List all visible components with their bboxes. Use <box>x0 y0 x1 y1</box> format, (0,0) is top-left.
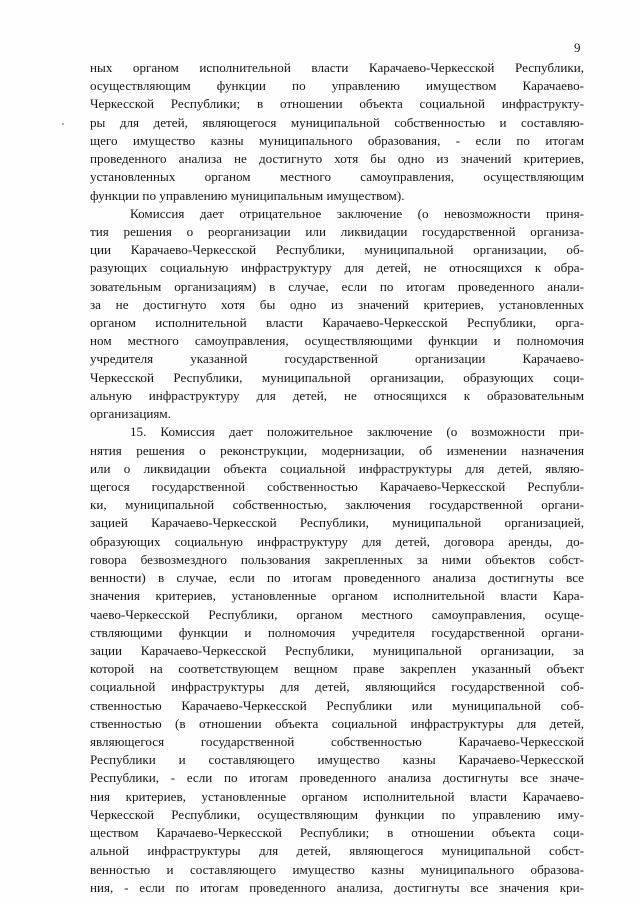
text-line: являющегося государственной собственностью Карачаево-Черкесской <box>90 734 584 750</box>
page-number: 9 <box>574 40 581 55</box>
text-line: зовательным организациям) в случае, если по итогам проведенного анали- <box>90 278 584 294</box>
text-line: ствляющими функции и полномочия учредителя государственной органи- <box>90 624 584 640</box>
text-line: ки, муниципальной собственностью, заключения государственной органи- <box>90 497 584 513</box>
text-line: венностью и составляющего имущество казны муниципального образова- <box>90 861 584 877</box>
text-line: социальной инфраструктуры для детей, являющийся государственной соб- <box>90 679 584 695</box>
text-line: зации Карачаево-Черкесской Республики, муниципальной организации, за <box>90 642 584 658</box>
text-line: альную инфраструктуру для детей, не относящихся к образовательным <box>90 387 584 403</box>
text-line: венности) в случае, если по итогам проведенного анализа достигнуты все <box>90 570 584 586</box>
text-line: разующих социальную инфраструктуру для детей, не относящихся к обра- <box>90 260 584 276</box>
text-line: ния критериев, установленные органом исполнительной власти Карачаево- <box>90 788 584 804</box>
text-line: Республики и составляющего имущество казны Карачаево-Черкесской <box>90 752 584 768</box>
text-line: образующих социальную инфраструктуру для детей, договора аренды, до- <box>90 533 584 549</box>
text-line: зацией Карачаево-Черкесской Республики, муниципальной организацией, <box>90 515 584 531</box>
text-line: Республики, - если по итогам проведенного анализа достигнуты все значе- <box>90 770 584 786</box>
text-line: проведенного анализа не достигнуто хотя бы одно из значений критериев, <box>90 151 584 167</box>
text-line: ственностью Карачаево-Черкесской Республики или муниципальной соб- <box>90 697 584 713</box>
text-line: ществом Карачаево-Черкесской Республики; в отношении объекта соци- <box>90 825 584 841</box>
text-line: 15. Комиссия дает положительное заключение (о возможности при- <box>130 424 584 440</box>
text-line: ном местного самоуправления, осуществляющими функции и полномочия <box>90 333 584 349</box>
text-line: Черкесской Республики, осуществляющим функции по управлению иму- <box>90 806 584 822</box>
text-line: нятия решения о реконструкции, модернизации, об изменении назначения <box>90 442 584 458</box>
text-line: Черкесской Республики; в отношении объекта социальной инфраструкту- <box>90 96 584 112</box>
text-line: ции Карачаево-Черкесской Республики, муниципальной организации, об- <box>90 242 584 258</box>
text-line: ственностью (в отношении объекта социальной инфраструктуры для детей, <box>90 715 584 731</box>
text-line: учредителя указанной государственной организации Карачаево- <box>90 351 584 367</box>
text-line: щегося государственной собственностью Карачаево-Черкесской Республи- <box>90 479 584 494</box>
text-line: щего имущество казны муниципального образования, - если по итогам <box>90 132 584 148</box>
text-line: которой на соответствующем вещном праве закреплен указанный объект <box>90 661 584 677</box>
text-line: за не достигнуто хотя бы одно из значений критериев, установленных <box>90 296 584 312</box>
text-line: чаево-Черкесской Республики, органом местного самоуправления, осуще- <box>90 606 584 622</box>
text-line: осуществляющим функции по управлению имуществом Карачаево- <box>90 78 584 94</box>
text-line: альной инфраструктуры для детей, являющегося муниципальной собст- <box>90 843 584 859</box>
scan-speck <box>62 123 64 125</box>
text-line: органом исполнительной власти Карачаево-Черкесской Республики, орга- <box>90 315 584 331</box>
text-line: организациям. <box>90 406 171 422</box>
text-line: Черкесской Республики, муниципальной организации, образующих соци- <box>90 369 584 385</box>
text-line: говора безвозмездного пользования закрепленных за ними объектов собст- <box>90 551 584 567</box>
text-line: или о ликвидации объекта социальной инфраструктуры для детей, являю- <box>90 460 584 476</box>
text-line: ры для детей, являющегося муниципальной собственностью и составляю- <box>90 114 584 130</box>
text-line: ных органом исполнительной власти Карачаево-Черкесской Республики, <box>90 60 584 75</box>
text-line: Комиссия дает отрицательное заключение (о невозможности приня- <box>130 205 584 221</box>
text-line: установленных органом местного самоуправления, осуществляющим <box>90 169 584 185</box>
text-line: тия решения о реорганизации или ликвидации государственной организа- <box>90 223 584 239</box>
text-line: функции по управлению муниципальным имуществом). <box>90 187 405 203</box>
text-line: ния, - если по итогам проведенного анализа, достигнуты все значения кри- <box>90 879 584 895</box>
text-line: значения критериев, установленные органом исполнительной власти Кара- <box>90 588 584 604</box>
